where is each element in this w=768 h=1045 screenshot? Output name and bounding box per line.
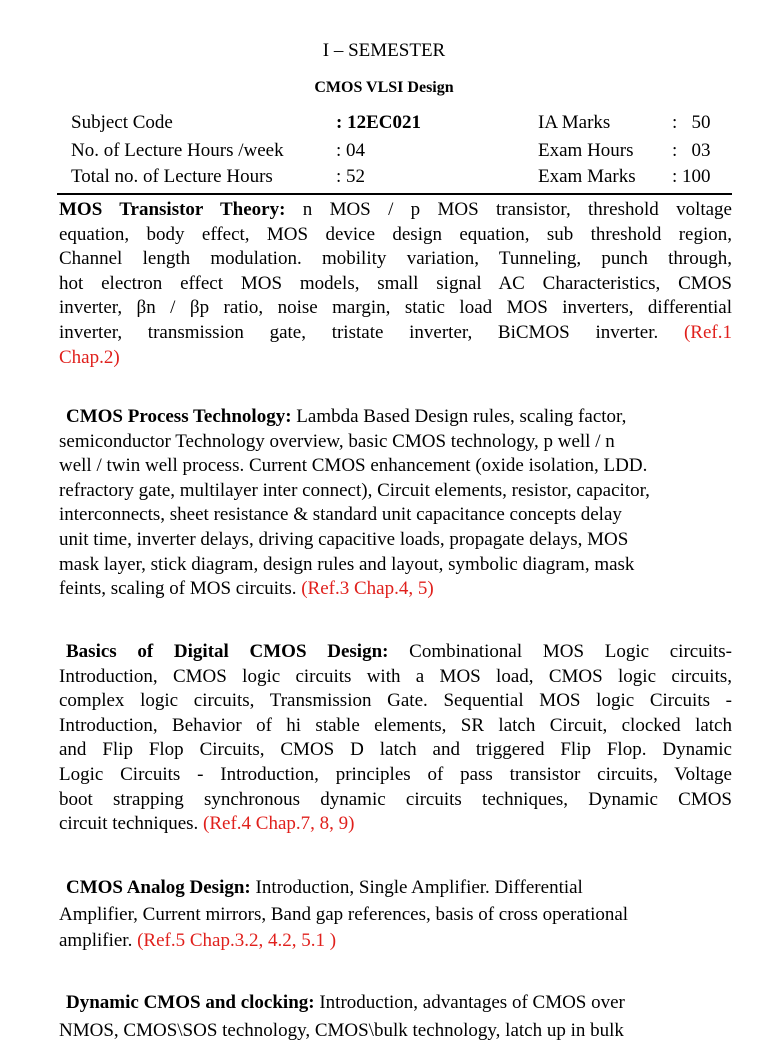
reference-link: (Ref.1 [683, 321, 732, 343]
section-heading: Basics of Digital CMOS Design: [66, 641, 389, 662]
section-line: well / twin well process. Current CMOS enhancement (oxide isolation, LDD. [59, 455, 648, 477]
section-line: hot electron effect MOS models, small signal AC Characteristics, CMOS [59, 272, 732, 294]
section-line: CMOS Process Technology: Lambda Based Design rules, scaling factor, [66, 406, 627, 427]
section-line: NMOS, CMOS\SOS technology, CMOS\bulk technology, latch up in bulk [59, 1020, 624, 1041]
semester-title: I – SEMESTER [322, 40, 446, 61]
subject-code-value: : 12EC021 [336, 112, 421, 133]
course-info-table [0, 112, 768, 194]
section-line: mask layer, stick diagram, design rules and layout, symbolic diagram, mask [59, 553, 635, 575]
lecture-hours-week-value: : 04 [336, 140, 366, 161]
reference-link: (Ref.4 Chap.7, 8, 9) [203, 813, 355, 835]
section-line: inverter, βn / βp ratio, noise margin, static load MOS inverters, differential [59, 297, 732, 319]
section-line: equation, body effect, MOS device design equation, sub threshold region, [59, 223, 732, 245]
header-divider [57, 193, 732, 195]
ia-marks-value: : 50 [672, 112, 711, 133]
section-line: CMOS Analog Design: Introduction, Single Amplifier. Differential [66, 877, 583, 898]
total-hours-label: Total no. of Lecture Hours [71, 166, 273, 187]
exam-marks-value: : 100 [672, 166, 711, 187]
section-mos-transistor-theory [59, 198, 732, 370]
section-dynamic-cmos-clocking [59, 989, 732, 1045]
reference-link: Chap.2) [59, 346, 120, 368]
exam-marks-label: Exam Marks [538, 166, 636, 187]
section-line: MOS Transistor Theory: n MOS / p MOS transistor, threshold voltage [59, 199, 732, 220]
section-line: Introduction, CMOS logic circuits with a MOS load, CMOS logic circuits, [59, 665, 732, 687]
reference-link: (Ref.3 Chap.4, 5) [301, 578, 434, 600]
section-line: refractory gate, multilayer inter connect), Circuit elements, resistor, capacitor, [59, 479, 650, 501]
section-line: Introduction, Behavior of hi stable elements, SR latch Circuit, clocked latch [59, 714, 732, 736]
section-cmos-analog-design [59, 875, 732, 955]
reference-link: (Ref.5 Chap.3.2, 4.2, 5.1 ) [137, 930, 337, 951]
section-heading: MOS Transistor Theory: [59, 199, 286, 220]
section-line: Dynamic CMOS and clocking: Introduction, advantages of CMOS over [66, 992, 625, 1013]
exam-hours-value: : 03 [672, 140, 711, 161]
section-line: complex logic circuits, Transmission Gate. Sequential MOS logic Circuits - [59, 690, 732, 712]
section-line: Basics of Digital CMOS Design: Combinational MOS Logic circuits- [66, 641, 733, 662]
subject-code-label: Subject Code [71, 112, 173, 133]
section-heading: CMOS Analog Design: [66, 877, 251, 898]
section-line: inverter, transmission gate, tristate inverter, BiCMOS inverter. (Ref.1 [59, 321, 732, 343]
section-line: amplifier. (Ref.5 Chap.3.2, 4.2, 5.1 ) [59, 930, 337, 951]
section-line: semiconductor Technology overview, basic CMOS technology, p well / n [59, 430, 615, 452]
section-line: boot strapping synchronous dynamic circuits techniques, Dynamic CMOS [59, 788, 732, 810]
section-digital-cmos-design [59, 640, 732, 837]
section-line: feints, scaling of MOS circuits. (Ref.3 Chap.4, 5) [59, 578, 434, 600]
section-line: and Flip Flop Circuits, CMOS D latch and triggered Flip Flop. Dynamic [59, 739, 732, 761]
section-line: Channel length modulation. mobility variation, Tunneling, punch through, [59, 248, 732, 270]
subject-title: CMOS VLSI Design [314, 79, 454, 96]
section-line: Logic Circuits - Introduction, principles of pass transistor circuits, Voltage [59, 763, 732, 785]
ia-marks-label: IA Marks [538, 112, 611, 133]
total-hours-value: : 52 [336, 166, 366, 187]
section-line: Amplifier, Current mirrors, Band gap references, basis of cross operational [59, 903, 629, 925]
lecture-hours-week-label: No. of Lecture Hours /week [71, 140, 284, 161]
exam-hours-label: Exam Hours [538, 140, 634, 161]
section-heading: Dynamic CMOS and clocking: [66, 992, 315, 1013]
section-heading: CMOS Process Technology: [66, 406, 292, 427]
section-line: circuit techniques. (Ref.4 Chap.7, 8, 9) [59, 813, 355, 835]
section-line: unit time, inverter delays, driving capacitive loads, propagate delays, MOS [59, 528, 629, 550]
section-line: interconnects, sheet resistance & standard unit capacitance concepts delay [59, 504, 622, 526]
section-cmos-process-technology [59, 405, 732, 602]
